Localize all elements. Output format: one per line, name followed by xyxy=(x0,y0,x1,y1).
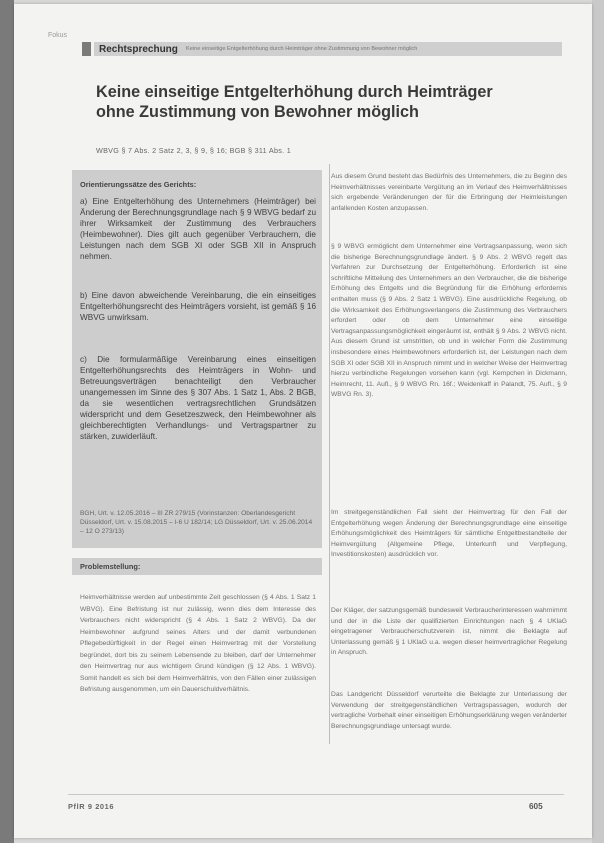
section-tag: Fokus xyxy=(48,32,68,39)
footer-rule xyxy=(68,794,564,795)
rubric-subtitle: Keine einseitige Entgelterhöhung durch Heimträger ohne Zustimmung von Bewohner möglich xyxy=(186,46,418,52)
journal-issue: PflR 9 2016 xyxy=(68,802,115,811)
page-number: 605 xyxy=(529,802,543,811)
problem-text: Heimverhältnisse werden auf unbestimmte Zeit geschlossen (§ 4 Abs. 1 Satz 1 WBVG). Eine Befristung ist nur zulässig, wenn dies dem Interesse des Verbrauchers nicht widerspricht (§ 4 Abs. 1 Satz 2 WBVG). Da der Heimbewohner aufgrund seines Alters und der damit verbundenen Pflegebedürftigkeit in der Regel einen Heimvertrag mit der Vorstellung begründet, dort bis zu seinem Lebensende zu bleiben, darf der Unternehmer den Heimvertrag nur aus wichtigem Grund kündigen (§ 12 Abs. 1 WBVG). Somit handelt es sich bei dem Heimverhältnis, von den Fällen einer zulässigen Befristung ausgenommen, um ein Dauerschuldverhältnis. xyxy=(80,594,316,693)
guideline-c: c) Die formularmäßige Vereinbarung eines einseitigen Entgelterhöhungsrechts des Heimträgers in Wohn- und Betreuungsverträgen benachteiligt den Verbraucher unangemessen im Sinne des § 307 Abs. 1 Satz 1, Abs. 2 BGB, da sie wesentlichen vertragsrechtlichen Grundsätzen widerspricht und dem Gesetzeszweck, den Heimbewohner als gleichberechtigten Verhandlungs- und Vertragspartner zu stärken, zuwiderläuft. xyxy=(80,355,316,441)
article-title: Keine einseitige Entgelterhöhung durch Heimträger ohne Zustimmung von Bewohner möglich xyxy=(96,83,493,121)
right-paragraph-2: § 9 WBVG ermöglicht dem Unternehmer eine Vertragsanpassung, wenn sich die bisherige Berechnungsgrundlage ändert. § 9 Abs. 2 WBVG regelt das Verfahren zur Durchsetzung der Entgelterhöhung. Erforderlich ist eine schriftliche Mitteilung des Unternehmers an den Verbraucher, die die bisherige Erhöhung des Entgelts und die Begründung für die Erhöhung erfordernis enthalten muss (§ 9 Abs. 2 Satz 1 WBVG). Eine ausdrückliche Regelung, ob die Wirksamkeit des Erhöhungsverlangens die Zustimmung des Verbrauchers erfordert oder ob dem Unternehmer eine einseitige Vertragsanpassungsmöglichkeit eingeräumt ist, enthält § 9 Abs. 2 WBVG nicht. Aus diesem Grund ist umstritten, ob und in welcher Form die Zustimmung insbesondere eines Heimbewohners erforderlich ist, der Leistungen nach dem SGB XI oder SGB XII in Anspruch nimmt und in welcher Weise der Heimvertrag hierzu verbindliche Regelungen vorsehen kann (vgl. Kempchen in Dickmann, Heimrecht, 11. Aufl., § 9 WBVG Rn. 16f.; Weidenkaff in Palandt, 75. Aufl., § 9 WBVG Rn. 3). xyxy=(331,243,567,399)
right-paragraph-3: Im streitgegenständlichen Fall sieht der Heimvertrag für den Fall der Entgelterhöhung wegen Änderung der Berechnungsgrundlage eine einseitige Erhöhungsmöglichkeit des Heimträgers für sämtliche Entgeltbestandteile der Heimvergütung (Allgemeine Pflege, Unterkunft und Verpflegung, Investitionskosten) ausdrücklich vor. xyxy=(331,509,567,559)
guidelines-heading: Orientierungssätze des Gerichts: xyxy=(80,180,197,189)
page-edge-left xyxy=(0,0,14,843)
guideline-a: a) Eine Entgelterhöhung des Unternehmers (Heimträger) bei Änderung der Berechnungsgrundlage nach § 9 WBVG bedarf zu ihrer Wirksamkeit der Zustimmung des Verbrauchers (Heimbewohner). Dies gilt auch gegenüber Verbrauchern, die Leistungen nach dem SGB XI oder SGB XII in Anspruch nehmen. xyxy=(80,197,316,261)
right-paragraph-1: Aus diesem Grund besteht das Bedürfnis des Unternehmers, die zu Beginn des Heimverhältnisses vereinbarte Vergütung an im Verlauf des Heimverhältnisses sich ergebende Veränderungen der für die Erbringung der Heimleistungen anfallenden Kosten anzupassen. xyxy=(331,173,567,212)
article-norms: WBVG § 7 Abs. 2 Satz 2, 3, § 9, § 16; BGB § 311 Abs. 1 xyxy=(96,146,292,155)
rubric-title: Rechtsprechung xyxy=(99,44,178,55)
right-paragraph-4: Der Kläger, der satzungsgemäß bundesweit Verbraucherinteressen wahrnimmt und der in die Liste der qualifizierten Einrichtungen nach § 4 UKlaG eingetragener Verbraucherschutzverein ist, nimmt die Beklagte auf Unterlassung gemäß § 1 UKlaG u.a. wegen dieser heimvertraglicher Regelung in Anspruch. xyxy=(331,607,567,657)
guideline-b: b) Eine davon abweichende Vereinbarung, die ein einseitiges Entgelterhöhungsrecht des Heimträgers vorsieht, ist gemäß § 16 WBVG unwirksam. xyxy=(80,291,316,322)
decision-citation: BGH, Urt. v. 12.05.2016 – III ZR 279/15 (Vorinstanzen: Oberlandesgericht Düsseldorf, Urt. v. 15.08.2015 – I-6 U 182/14; LG Düsseldorf, Urt. v. 25.06.2014 – 12 O 273/13) xyxy=(80,510,313,536)
page-edge-right xyxy=(592,0,604,843)
problem-heading: Problemstellung: xyxy=(80,562,141,571)
column-divider xyxy=(329,164,330,744)
right-paragraph-5: Das Landgericht Düsseldorf verurteilte die Beklagte zur Unterlassung der Verwendung der streitgegenständlichen Vertragspassagen, wodurch der vertragliche Vorbehalt einer einseitigen Erhöhungserklärung wegen veränderter Berechnungsgrundlage untersagt wurde. xyxy=(331,691,567,730)
rubric-marker xyxy=(82,42,91,56)
